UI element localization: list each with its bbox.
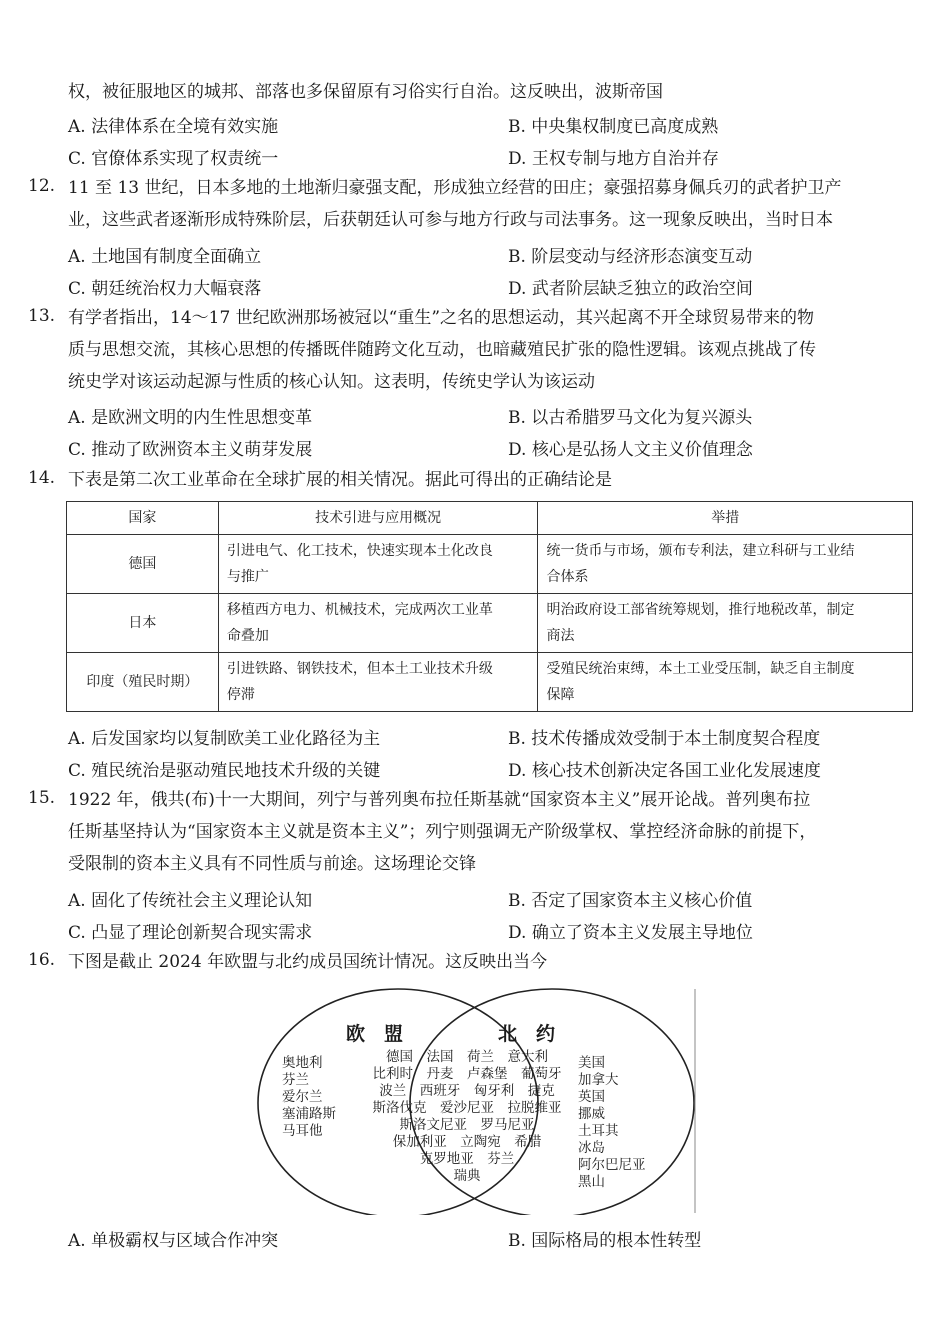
q13-option-a: A. 是欧洲文明的内生性思想变革 [68, 408, 313, 428]
table-cell-measure: 统一货币与市场，颁布专利法，建立科研与工业结 合体系 [538, 535, 913, 594]
q14-table [66, 501, 913, 712]
q11-option-a: A. 法律体系在全境有效实施 [68, 117, 279, 137]
q12-option-b: B. 阶层变动与经济形态演变互动 [508, 247, 753, 267]
eu-title: 欧 盟 [346, 1023, 404, 1045]
table-cell-country: 日本 [67, 594, 219, 653]
q14-option-d: D. 核心技术创新决定各国工业化发展速度 [508, 761, 821, 781]
q13-stem-line-2: 质与思想交流，其核心思想的传播既伴随跨文化互动，也暗藏殖民扩张的隐性逻辑。该观点挑战了传 [68, 340, 816, 360]
venn-diagram [250, 985, 700, 1215]
q16-option-b: B. 国际格局的根本性转型 [508, 1231, 702, 1251]
table-header-country: 国家 [67, 502, 219, 535]
table-cell-country: 印度（殖民时期） [67, 653, 219, 712]
q14-stem: 下表是第二次工业革命在全球扩展的相关情况。据此可得出的正确结论是 [68, 470, 612, 490]
q15-option-d: D. 确立了资本主义发展主导地位 [508, 923, 753, 943]
q12-stem-line-1: 11 至 13 世纪，日本多地的土地渐归豪强支配，形成独立经营的田庄；豪强招募身佩兵刃的武者护卫产 [68, 178, 842, 198]
q11-option-d: D. 王权专制与地方自治并存 [508, 149, 719, 169]
table-cell-tech: 引进电气、化工技术，快速实现本土化改良 与推广 [218, 535, 538, 594]
q12-stem-line-2: 业，这些武者逐渐形成特殊阶层，后获朝廷认可参与地方行政与司法事务。这一现象反映出，当时日本 [68, 210, 833, 230]
q15-stem-line-1: 1922 年，俄共(布)十一大期间，列宁与普列奥布拉任斯基就“国家资本主义”展开论战。普列奥布拉 [68, 790, 811, 810]
eu-only-list: 奥地利 芬兰 爱尔兰 塞浦路斯 马耳他 [282, 1055, 336, 1139]
q15-stem-line-3: 受限制的资本主义具有不同性质与前途。这场理论交锋 [68, 854, 476, 874]
q14-option-a: A. 后发国家均以复制欧美工业化路径为主 [68, 729, 381, 749]
q16-number: 16. [28, 950, 56, 970]
q14-option-c: C. 殖民统治是驱动殖民地技术升级的关键 [68, 761, 381, 781]
q12-number: 12. [28, 176, 56, 196]
q13-option-d: D. 核心是弘扬人文主义价值理念 [508, 440, 753, 460]
q11-stem: 权，被征服地区的城邦、部落也多保留原有习俗实行自治。这反映出，波斯帝国 [68, 82, 663, 102]
q15-stem-line-2: 任斯基坚持认为“国家资本主义就是资本主义”；列宁则强调无产阶级掌权、掌控经济命脉的前提下， [68, 822, 817, 842]
q16-stem: 下图是截止 2024 年欧盟与北约成员国统计情况。这反映出当今 [68, 952, 548, 972]
q11-option-b: B. 中央集权制度已高度成熟 [508, 117, 719, 137]
both-list: 德国 法国 荷兰 意大利 比利时 丹麦 卢森堡 葡萄牙 波兰 西班牙 匈牙利 捷克 斯洛伐克 爱沙尼亚 拉脱维亚 斯洛文尼亚 罗马尼亚 保加利亚 立陶宛 希腊 克罗地亚 芬兰 瑞典 [372, 1049, 562, 1184]
table-cell-measure: 受殖民统治束缚，本土工业受压制，缺乏自主制度 保障 [538, 653, 913, 712]
q14-option-b: B. 技术传播成效受制于本土制度契合程度 [508, 729, 821, 749]
table-row [67, 594, 913, 653]
q15-option-a: A. 固化了传统社会主义理论认知 [68, 891, 313, 911]
q13-stem-line-1: 有学者指出，14～17 世纪欧洲那场被冠以“重生”之名的思想运动，其兴起离不开全球贸易带来的物 [68, 308, 815, 328]
q11-option-c: C. 官僚体系实现了权责统一 [68, 149, 279, 169]
q14-number: 14. [28, 468, 56, 488]
q12-option-c: C. 朝廷统治权力大幅衰落 [68, 279, 262, 299]
nato-title: 北 约 [498, 1023, 556, 1045]
table-row [67, 653, 913, 712]
table-header-row [67, 502, 913, 535]
q13-number: 13. [28, 306, 56, 326]
nato-only-list: 美国 加拿大 英国 挪威 土耳其 冰岛 阿尔巴尼亚 黑山 [578, 1055, 646, 1190]
table-cell-tech: 引进铁路、钢铁技术，但本土工业技术升级 停滞 [218, 653, 538, 712]
table-cell-country: 德国 [67, 535, 219, 594]
q13-option-b: B. 以古希腊罗马文化为复兴源头 [508, 408, 753, 428]
q15-number: 15. [28, 788, 56, 808]
table-cell-tech: 移植西方电力、机械技术，完成两次工业革 命叠加 [218, 594, 538, 653]
q12-option-d: D. 武者阶层缺乏独立的政治空间 [508, 279, 753, 299]
table-row [67, 535, 913, 594]
q16-option-a: A. 单极霸权与区域合作冲突 [68, 1231, 279, 1251]
table-header-tech: 技术引进与应用概况 [218, 502, 538, 535]
q13-stem-line-3: 统史学对该运动起源与性质的核心认知。这表明，传统史学认为该运动 [68, 372, 595, 392]
q12-option-a: A. 土地国有制度全面确立 [68, 247, 262, 267]
q13-option-c: C. 推动了欧洲资本主义萌芽发展 [68, 440, 313, 460]
table-header-measure: 举措 [538, 502, 913, 535]
table-cell-measure: 明治政府设工部省统筹规划，推行地税改革，制定 商法 [538, 594, 913, 653]
q15-option-c: C. 凸显了理论创新契合现实需求 [68, 923, 313, 943]
q15-option-b: B. 否定了国家资本主义核心价值 [508, 891, 753, 911]
